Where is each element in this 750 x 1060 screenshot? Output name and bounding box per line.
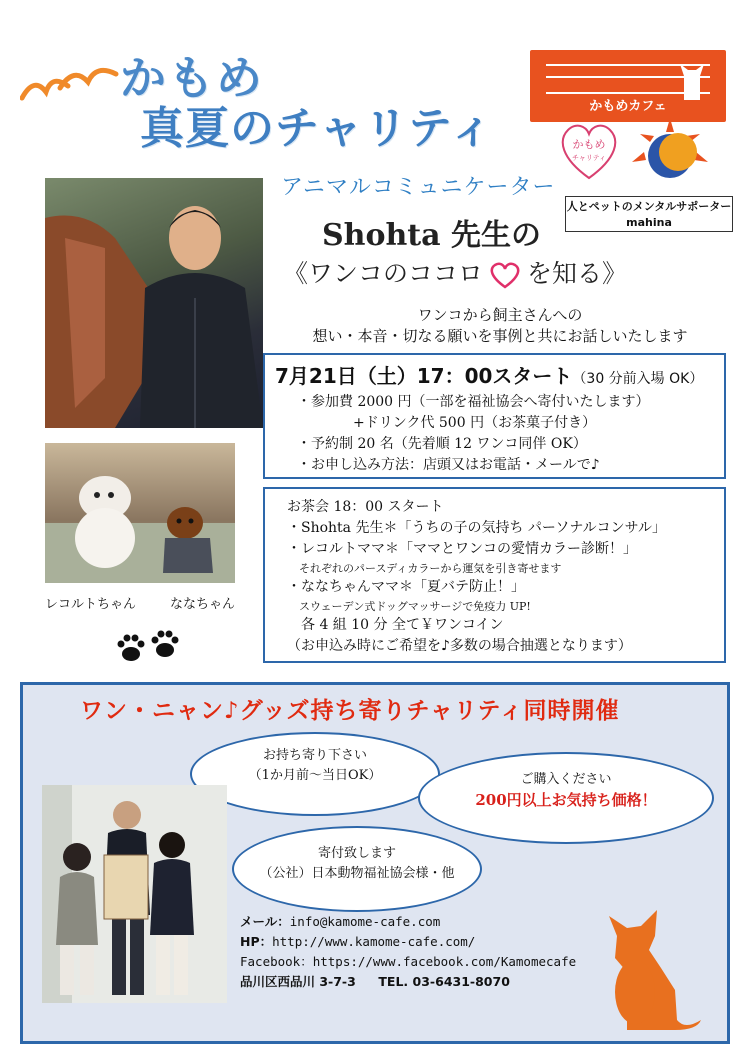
speech-bubble-bring [190, 732, 440, 816]
intro-text [270, 305, 730, 347]
contact-hp-row [240, 932, 620, 952]
contact-mail-row [240, 912, 620, 932]
schedule-item: ・お申し込み方法：店頭又はお電話・メールで♪ [297, 457, 600, 473]
people-with-poster-photo [42, 785, 227, 1003]
schedule-item: +ドリンク代 500 円（お茶菓子付き） [297, 415, 597, 431]
event-date-line [275, 363, 724, 392]
intro-line-2: 想い・本音・切なる願いを事例と共にお話しいたします [312, 327, 688, 345]
horse-and-teacher-photo [45, 178, 263, 428]
schedule-item: ・予約制 20 名（先着順 12 ワンコ同伴 OK） [297, 436, 587, 452]
goods-charity-title: ワン・ニャン♪グッズ持ち寄りチャリティ同時開催 [80, 698, 620, 724]
bubble-price-text: 200円以上お気持ち価格！ [475, 791, 657, 809]
sensei-heading: Shohta 先生の [322, 218, 542, 253]
contact-address-row [240, 972, 620, 992]
bubble-text: （公社）日本動物福祉協会様・他 [259, 866, 455, 881]
tea-line: お茶会 18：00 スタート [287, 499, 444, 515]
speech-bubble-buy [418, 752, 714, 844]
bubble-text: （1か月前～当日OK） [248, 768, 382, 783]
homepage-link[interactable]: http://www.kamome-cafe.com/ [272, 934, 476, 949]
tea-note: スウェーデン式ドッグマッサージで免疫力 UP! [299, 600, 531, 613]
event-date-note: （30 分前入場 OK） [572, 371, 704, 387]
mail-label: メール： [240, 914, 290, 929]
speech-bubble-donate [232, 826, 482, 912]
cafe-logo-text: かもめカフェ [589, 99, 667, 114]
seagull-logo-icon [20, 58, 130, 108]
bubble-text: ご購入ください [520, 772, 612, 787]
tea-note: それぞれのパースディカラーから運気を引き寄せます [299, 562, 562, 575]
address-text: 品川区西品川 3-7-3 [240, 974, 356, 989]
mahina-line-2: mahina [626, 216, 672, 229]
dogs-photo [45, 443, 235, 583]
intro-line-1: ワンコから飼主さんへの [417, 306, 583, 324]
event-date: 7月21日（土）17：00スタート [275, 364, 573, 388]
kamome-cafe-logo [530, 50, 726, 122]
schedule-box [263, 353, 726, 479]
tea-line: ・Shohta 先生＊「うちの子の気持ち パーソナルコンサル」 [287, 520, 666, 536]
sun-moon-logo-icon [630, 118, 710, 188]
topic-right: を知る》 [527, 259, 628, 288]
mahina-sponsor-box [565, 196, 733, 232]
cat-silhouette-icon [678, 60, 706, 100]
orange-cat-icon [605, 880, 705, 1030]
hp-label: HP： [240, 934, 273, 949]
bubble-text: 寄付致します [317, 846, 396, 861]
facebook-link[interactable]: https://www.facebook.com/Kamomecafe [312, 954, 577, 969]
tel-text: TEL. 03-6431-8070 [378, 974, 510, 989]
bubble-text: お持ち寄り下さい [262, 748, 367, 763]
tea-line: ・レコルトママ＊「ママとワンコの愛情カラー診断！」 [287, 541, 637, 557]
tea-line: ・ななちゃんママ＊「夏バテ防止！」 [287, 579, 525, 595]
charity-badge-text-1: かもめ [572, 138, 606, 151]
mahina-line-1: 人とペットのメンタルサポーター [566, 200, 732, 213]
topic-left: 《ワンコのココロ [283, 259, 484, 288]
paw-prints-icon [115, 626, 185, 666]
facebook-label: Facebook： [240, 954, 313, 969]
title-line-2: 真夏のチャリティ [140, 103, 495, 154]
dog-name-left: レコルトちゃん [45, 597, 137, 612]
contact-info [240, 912, 620, 992]
tea-party-box [263, 487, 726, 663]
heart-icon [487, 261, 523, 289]
tea-line: 各 4 組 10 分 全て￥ワンコイン [287, 617, 504, 633]
contact-fb-row [240, 952, 620, 972]
title-line-1: かもめ [120, 51, 264, 105]
communicator-heading: アニマルコミュニケーター [281, 175, 556, 200]
dog-name-right: ななちゃん [170, 597, 236, 612]
topic-heading [283, 254, 627, 290]
tea-line: （お申込み時にご希望を♪多数の場合抽選となります） [287, 638, 632, 654]
mail-link[interactable]: info@kamome-cafe.com [289, 914, 441, 929]
charity-heart-logo [556, 118, 622, 184]
schedule-item: ・参加費 2000 円（一部を福祉協会へ寄付いたします） [297, 394, 650, 410]
charity-badge-text-2: チャリティ [571, 154, 607, 162]
